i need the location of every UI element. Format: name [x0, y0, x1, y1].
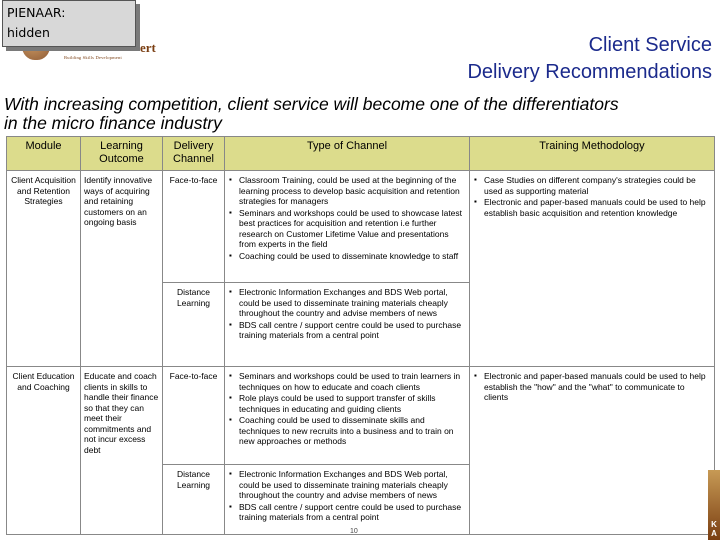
training-methodology-cell [470, 367, 715, 535]
methodology-item: ▪ Electronic and paper-based manuals could be used to help establish basic acquisition and retention knowledge [473, 197, 711, 218]
sticky-note[interactable] [2, 0, 136, 47]
methodology-item: ▪ Case Studies on different company's strategies could be used as supporting material [473, 175, 711, 196]
header-delivery-channel: Delivery Channel [163, 137, 225, 171]
table-row [7, 171, 715, 283]
intro-line-2: in the micro finance industry [4, 113, 222, 133]
channel-type-cell [225, 171, 470, 283]
channel-type-item: ▪ Seminars and workshops could be used to train learners in techniques on how to educate and coach clients [228, 371, 466, 392]
delivery-channel-cell: Face-to-face [163, 367, 225, 465]
side-letter: A [711, 529, 717, 538]
logo-tagline: Building Skills Development [64, 55, 122, 60]
channel-type-item: ▪ Role plays could be used to support transfer of skills techniques in educating and guiding clients [228, 393, 466, 414]
channel-type-item: ▪ Electronic Information Exchanges and BDS Web portal, could be used to disseminate training materials cheaply throughout the country and advise members of news [228, 287, 466, 319]
channel-type-item: ▪ Coaching could be used to disseminate knowledge to staff [228, 251, 466, 262]
note-line-2: hidden [7, 25, 50, 40]
learning-outcome-cell: Identify innovative ways of acquiring and retaining customers on an ongoing basis [81, 171, 163, 367]
side-letter: K [711, 520, 717, 529]
side-letters [709, 520, 719, 538]
note-line-1: PIENAAR: [7, 5, 66, 20]
delivery-channel-cell: Distance Learning [163, 465, 225, 535]
header-module: Module [7, 137, 81, 171]
recommendations-table [6, 136, 715, 535]
module-cell: Client Acquisition and Retention Strategies [7, 171, 81, 367]
delivery-channel-cell: Face-to-face [163, 171, 225, 283]
channel-type-item: ▪ BDS call centre / support centre could be used to purchase training materials from a central point [228, 320, 466, 341]
channel-type-item: ▪ Coaching could be used to disseminate skills and techniques to new recruits into a business and to train on new approaches or methods [228, 415, 466, 447]
methodology-item: ▪ Electronic and paper-based manuals could be used to help establish the "how" and the "what" to communicate to clients [473, 371, 711, 403]
page-number: 10 [350, 528, 358, 535]
header-type-of-channel: Type of Channel [225, 137, 470, 171]
channel-type-item: ▪ BDS call centre / support centre could be used to purchase training materials from a central point [228, 502, 466, 523]
logo-wordmark: ert [140, 40, 156, 55]
delivery-channel-cell: Distance Learning [163, 283, 225, 367]
channel-type-item: ▪ Seminars and workshops could be used to showcase latest best practices for acquisition and retention i.e further research on Customer Lifetime Value and presentations from experts in the field [228, 208, 466, 250]
channel-type-item: ▪ Classroom Training, could be used at the beginning of the learning process to develop basic acquisition and retention strategies for managers [228, 175, 466, 207]
slide-title [467, 32, 712, 86]
header-learning-outcome: Learning Outcome [81, 137, 163, 171]
channel-type-item: ▪ Electronic Information Exchanges and BDS Web portal, could be used to disseminate training materials cheaply throughout the country and advise members of news [228, 469, 466, 501]
training-methodology-cell [470, 171, 715, 367]
slide-title-line-1: Client Service [588, 34, 712, 56]
table-header-row [7, 137, 715, 171]
channel-type-cell [225, 465, 470, 535]
channel-type-cell [225, 283, 470, 367]
channel-type-cell [225, 367, 470, 465]
header-training-methodology: Training Methodology [470, 137, 715, 171]
module-cell: Client Education and Coaching [7, 367, 81, 535]
learning-outcome-cell: Educate and coach clients in skills to handle their finance so that they can meet their commitments and not incur excess debt [81, 367, 163, 535]
intro-text [4, 95, 718, 133]
intro-line-1: With increasing competition, client service will become one of the differentiators [4, 94, 619, 114]
slide-title-line-2: Delivery Recommendations [467, 61, 712, 83]
table-row [7, 367, 715, 465]
